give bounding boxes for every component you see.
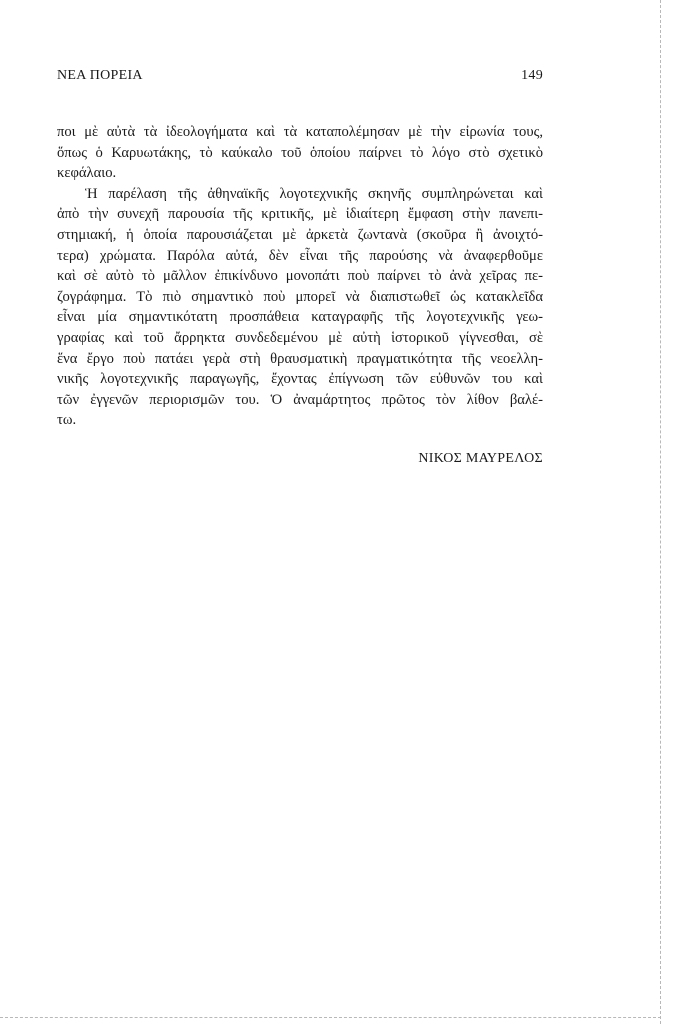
- running-title: ΝΕΑ ΠΟΡΕΙΑ: [57, 68, 143, 83]
- text-line: τῶν ἐγγενῶν περιορισμῶν του. Ὁ ἀναμάρτητος πρῶτος τὸν λίθον βαλέ-: [57, 391, 543, 408]
- text-line: στημιακή, ἡ ὁποία παρουσιάζεται μὲ ἀρκετὰ ζωντανὰ (σκοῦρα ἢ ἀνοιχτό-: [57, 226, 543, 243]
- paragraph-2: [57, 184, 543, 431]
- text-line: εἶναι μία σημαντικότατη προσπάθεια καταγραφῆς τῆς λογοτεχνικῆς γεω-: [57, 309, 543, 326]
- author-signature: ΝΙΚΟΣ ΜΑΥΡΕΛΟΣ: [418, 451, 543, 466]
- text-line: νικῆς λογοτεχνικῆς παραγωγῆς, ἔχοντας ἐπίγνωση τῶν εὐθυνῶν του καὶ: [57, 371, 543, 388]
- running-head: [57, 68, 543, 88]
- text-line: τω.: [57, 412, 77, 429]
- text-line: ἕνα ἔργο ποὺ πατάει γερὰ στὴ θραυσματικὴ πραγματικότητα τῆς νεοελλη-: [57, 350, 543, 367]
- scan-edge-bottom: [0, 1017, 661, 1018]
- text-line: καὶ σὲ αὐτὸ τὸ μᾶλλον ἐπικίνδυνο μονοπάτι ποὺ παίρνει τὸ ἀνὰ χεῖρας πε-: [57, 268, 543, 285]
- text-line: κεφάλαιο.: [57, 165, 117, 182]
- body-text: [57, 122, 543, 431]
- text-line: τερα) χρώματα. Παρόλα αὐτά, δὲν εἶναι τῆς παρούσης νὰ ἀναφερθοῦμε: [57, 247, 543, 264]
- text-line: γραφίας καὶ τοῦ ἄρρηκτα συνδεδεμένου μὲ αὐτὴ ἱστορικοῦ γίγνεσθαι, σὲ: [57, 329, 543, 346]
- text-line: ποι μὲ αὐτὰ τὰ ἰδεολογήματα καὶ τὰ καταπολέμησαν μὲ τὴν εἰρωνία τους,: [57, 124, 543, 140]
- text-line: ὅπως ὁ Καρυωτάκης, τὸ καύκαλο τοῦ ὁποίου παίρνει τὸ λόγο στὸ σχετικὸ: [57, 144, 543, 161]
- scan-edge-right: [660, 0, 661, 1024]
- paragraph-1: [57, 122, 543, 184]
- text-line: Ἡ παρέλαση τῆς ἀθηναϊκῆς λογοτεχνικῆς σκηνῆς συμπληρώνεται καὶ: [85, 185, 543, 202]
- text-line: ζογράφημα. Τὸ πιὸ σημαντικὸ ποὺ μπορεῖ νὰ διαπιστωθεῖ ὡς κατακλεῖδα: [57, 288, 543, 305]
- text-line: ἀπὸ τὴν συνεχῆ παρουσία τῆς κριτικῆς, μὲ ἰδιαίτερη ἔμφαση στὴν πανεπι-: [57, 206, 543, 223]
- page-number: 149: [521, 68, 543, 83]
